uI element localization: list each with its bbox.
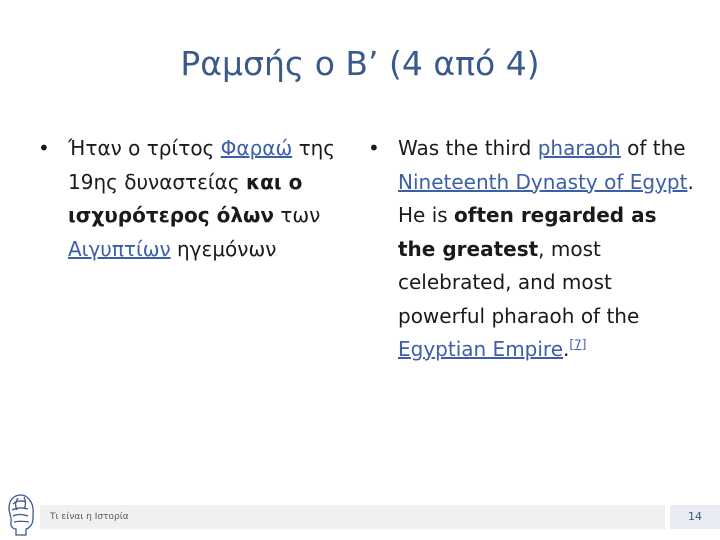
link-nineteenth-dynasty[interactable]: Nineteenth Dynasty of Egypt	[398, 169, 688, 194]
right-bullet-item	[368, 132, 698, 367]
text-run: of the	[620, 136, 686, 160]
bullet-marker: •	[368, 136, 380, 160]
text-run: Was the third	[398, 136, 538, 160]
right-column	[368, 132, 698, 367]
left-bullet-text	[68, 132, 338, 266]
bold-text: και ο ισχυρότερος όλων	[68, 169, 303, 227]
link-egyptians-gr[interactable]: Αιγυπτίων	[68, 236, 171, 261]
link-pharaoh[interactable]: pharaoh	[537, 136, 621, 160]
text-run: Ήταν ο τρίτος	[68, 136, 221, 160]
left-bullet-item	[38, 132, 338, 266]
bullet-marker: •	[38, 136, 50, 160]
text-run: .	[563, 337, 570, 361]
bold-text: often regarded as the greatest	[398, 203, 657, 261]
slide-title: Ραμσής ο Β’ (4 από 4)	[180, 44, 540, 83]
link-pharaoh-gr[interactable]: Φαραώ	[220, 136, 293, 160]
right-bullet-text	[398, 132, 698, 367]
text-run: . He is	[398, 169, 694, 227]
footer-title: Τι είναι η Ιστορία	[50, 512, 129, 522]
reference-link[interactable]: [7]	[569, 337, 587, 352]
university-logo-icon	[4, 492, 38, 538]
footer-bar	[40, 505, 665, 529]
text-run: ηγεμόνων	[170, 236, 277, 261]
text-run: της 19ης δυναστείας	[68, 136, 336, 194]
text-run: , most celebrated, and most powerful pharaoh of the	[398, 236, 640, 328]
link-egyptian-empire[interactable]: Egyptian Empire	[398, 337, 564, 361]
left-column	[38, 132, 338, 266]
text-run: των	[274, 203, 321, 227]
page-number: 14	[688, 510, 702, 523]
